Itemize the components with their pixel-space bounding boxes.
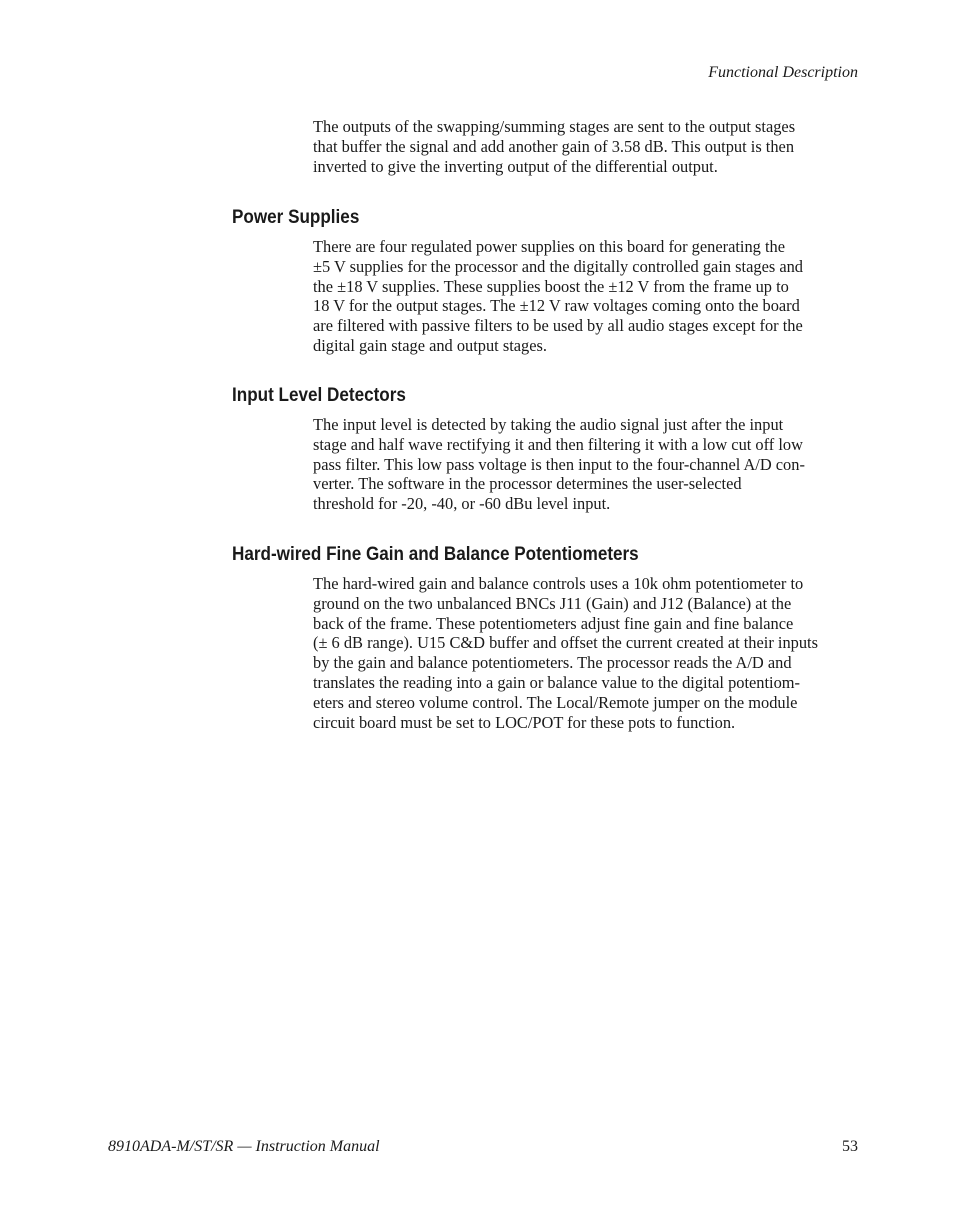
- body-line: threshold for -20, -40, or -60 dBu level input.: [313, 494, 611, 514]
- body-line: digital gain stage and output stages.: [313, 335, 547, 355]
- page-number: 53: [842, 1138, 858, 1155]
- body-line: The outputs of the swapping/summing stages are sent to the output stages: [313, 117, 796, 136]
- running-footer: [108, 1136, 858, 1158]
- body-line: translates the reading into a gain or balance value to the digital potentiom-: [313, 672, 801, 692]
- body-line: are filtered with passive filters to be used by all audio stages except for the: [313, 316, 803, 336]
- body-line: 18 V for the output stages. The ±12 V raw voltages coming onto the board: [313, 296, 800, 316]
- body-line: ±5 V supplies for the processor and the digitally controlled gain stages and: [313, 256, 803, 276]
- section-body-fine-gain-balance: [313, 574, 859, 732]
- body-line: by the gain and balance potentiometers. The processor reads the A/D and: [313, 653, 792, 673]
- section-body-power-supplies: [313, 237, 859, 356]
- body-line: The input level is detected by taking the audio signal just after the input: [313, 415, 784, 434]
- section-heading-power-supplies: Power Supplies: [232, 207, 360, 228]
- body-line: eters and stereo volume control. The Local/Remote jumper on the module: [313, 692, 798, 712]
- running-header: Functional Description: [708, 64, 858, 81]
- section-heading-fine-gain-balance: Hard-wired Fine Gain and Balance Potentiometers: [232, 544, 639, 565]
- body-line: circuit board must be set to LOC/POT for these pots to function.: [313, 712, 736, 732]
- body-line: ground on the two unbalanced BNCs J11 (Gain) and J12 (Balance) at the: [313, 593, 792, 613]
- body-line: that buffer the signal and add another gain of 3.58 dB. This output is then: [313, 136, 795, 156]
- body-line: inverted to give the inverting output of the differential output.: [313, 156, 718, 176]
- body-line: the ±18 V supplies. These supplies boost the ±12 V from the frame up to: [313, 276, 789, 296]
- body-line: verter. The software in the processor determines the user-selected: [313, 474, 742, 494]
- section-heading-input-level-detectors: Input Level Detectors: [232, 385, 406, 406]
- body-line: stage and half wave rectifying it and then filtering it with a low cut off low: [313, 434, 803, 454]
- body-line: There are four regulated power supplies on this board for generating the: [313, 237, 785, 256]
- manual-title: 8910ADA-M/ST/SR — Instruction Manual: [108, 1138, 380, 1155]
- body-line: back of the frame. These potentiometers adjust fine gain and fine balance: [313, 613, 794, 633]
- lead-paragraph: [313, 117, 859, 176]
- body-line: pass filter. This low pass voltage is then input to the four-channel A/D con-: [313, 454, 805, 474]
- body-line: (± 6 dB range). U15 C&D buffer and offset the current created at their inputs: [313, 633, 818, 653]
- section-body-input-level-detectors: [313, 415, 859, 514]
- body-line: The hard-wired gain and balance controls uses a 10k ohm potentiometer to: [313, 574, 804, 593]
